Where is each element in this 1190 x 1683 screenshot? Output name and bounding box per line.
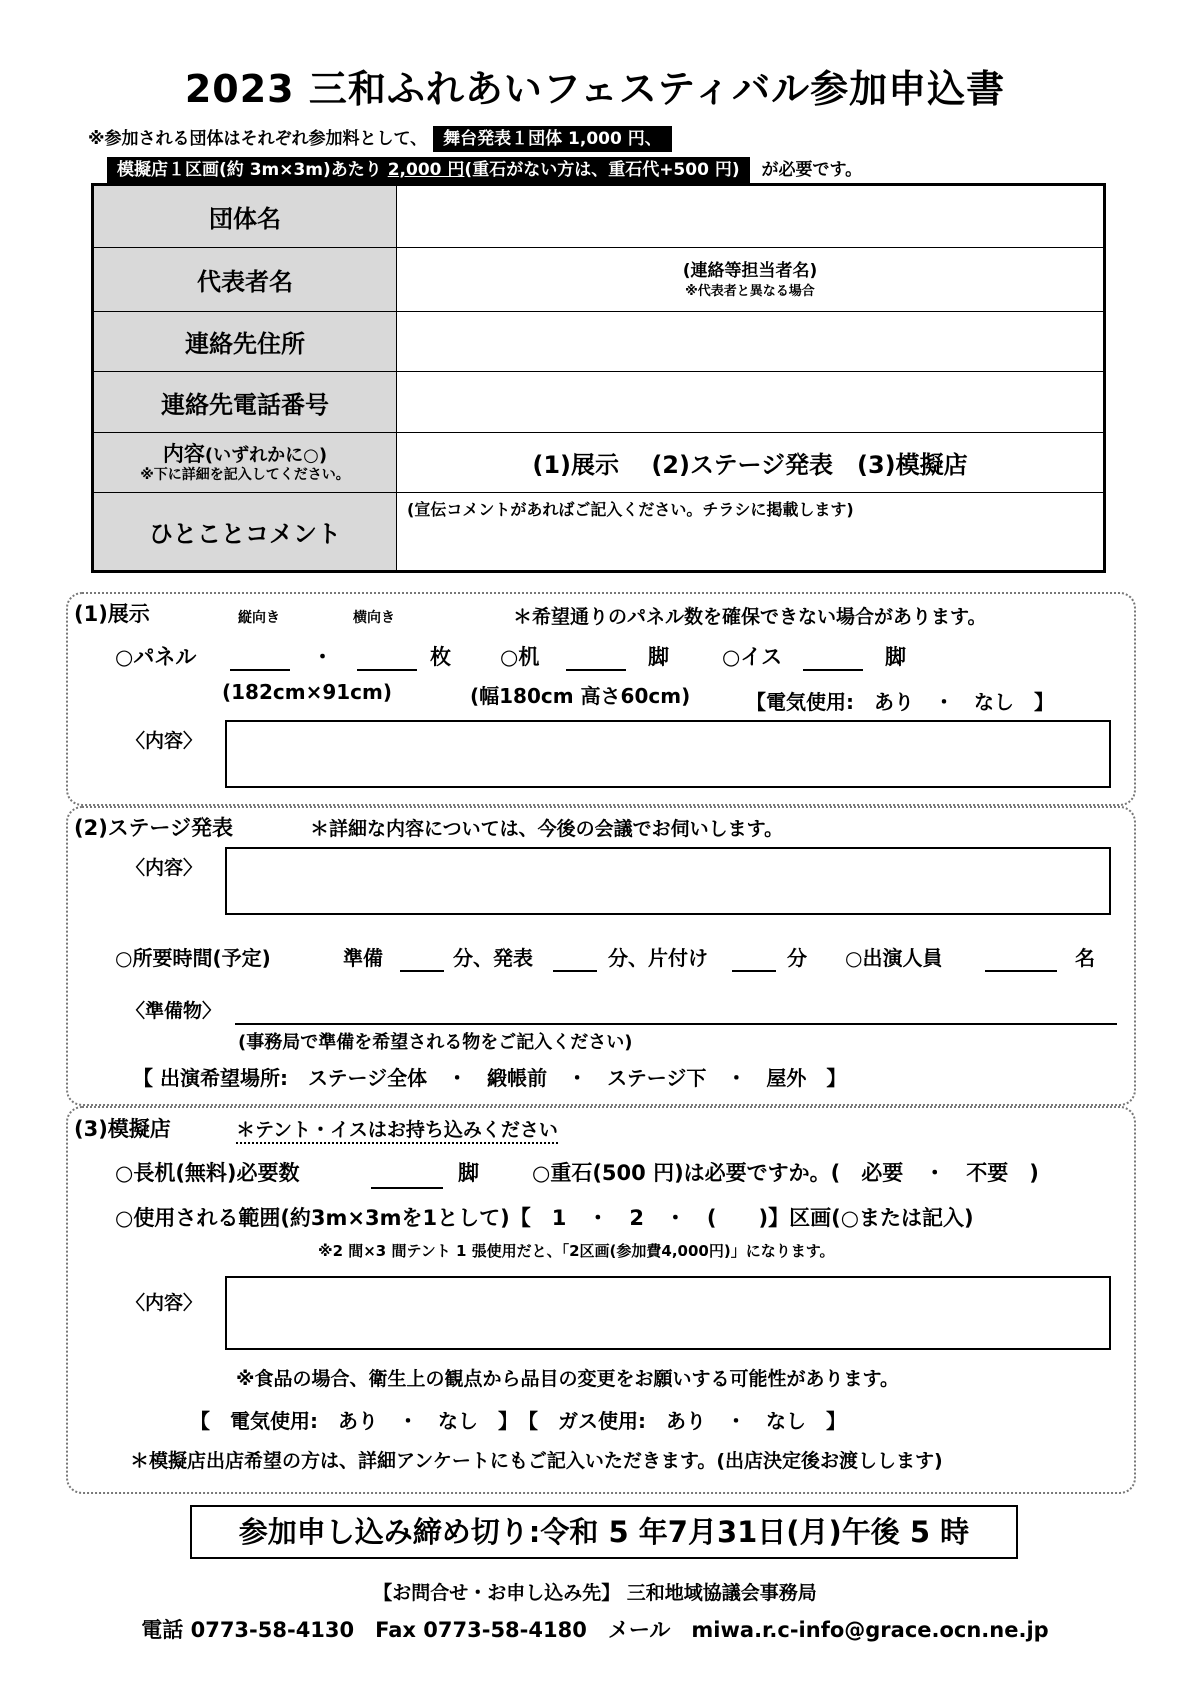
phone-label: 連絡先電話番号 [93, 372, 397, 432]
cleanup-minutes[interactable] [732, 944, 776, 972]
fee-prefix: ※参加される団体はそれぞれ参加料として、 [88, 129, 428, 149]
stall-fee-amount: 2,000 円 [387, 160, 465, 180]
utilities-choice[interactable]: 【 電気使用: あり ・ なし 】 【 ガス使用: あり ・ なし 】 [190, 1409, 846, 1433]
long-desk-count[interactable] [371, 1161, 443, 1189]
horizontal-label: 横向き [353, 610, 395, 626]
performance-minutes[interactable] [553, 944, 597, 972]
supplies-field[interactable] [235, 1023, 1117, 1025]
stall-content-box[interactable] [225, 1276, 1111, 1350]
content-label-main: 内容 [162, 442, 205, 467]
stage-note: ＊詳細な内容については、今後の会議でお伺いします。 [310, 818, 784, 840]
contact-person-note: ※代表者と異なる場合 [685, 284, 815, 300]
prep-minutes[interactable] [400, 944, 444, 972]
stage-fee-highlight: 舞台発表１団体 1,000 円、 [433, 126, 672, 152]
stall-fee-highlight [107, 157, 750, 183]
panel-availability-note: ＊希望通りのパネル数を確保できない場合があります。 [513, 606, 987, 628]
survey-note: ＊模擬店出店希望の方は、詳細アンケートにもご記入いただきます。(出店決定後お渡しします) [130, 1450, 943, 1472]
stall-content-label: 〈内容〉 [126, 1292, 203, 1314]
panel-size: (182cm×91cm) [222, 680, 393, 704]
comment-field[interactable] [397, 493, 1105, 572]
long-desk-unit: 脚 [458, 1161, 479, 1185]
stall-fee-text-a: 模擬店１区画(約 3m×3m)あたり [117, 160, 388, 180]
content-label-note: ※下に詳細を記入してください。 [140, 466, 350, 483]
stall-heading: (3)模擬店 [74, 1117, 171, 1141]
performance-label: 分、発表 [453, 946, 533, 970]
desk-size: (幅180cm 高さ60cm) [470, 684, 691, 708]
comment-label: ひとことコメント [93, 493, 397, 572]
contact-details: 電話 0773-58-4130 Fax 0773-58-4180 メール miwa.r.c-info@grace.ocn.ne.jp [141, 1618, 1049, 1642]
desk-label: ○机 [500, 645, 540, 669]
address-label: 連絡先住所 [93, 311, 397, 371]
stall-range-choice[interactable]: ○使用される範囲(約3m×3mを1として)【 1 ・ 2 ・ ( )】区画(○または記入) [115, 1206, 974, 1230]
desk-count[interactable] [566, 643, 626, 671]
exhibit-electric-choice[interactable]: 【電気使用: あり ・ なし 】 [746, 690, 1054, 714]
desk-unit: 脚 [648, 645, 669, 669]
stage-content-label: 〈内容〉 [126, 857, 203, 879]
stall-fee-text-b: (重石がない方は、重石代+500 円) [464, 160, 740, 180]
group-name-field[interactable] [397, 185, 1105, 248]
cleanup-label: 分、片付け [608, 946, 708, 970]
group-name-label: 団体名 [93, 185, 397, 248]
address-field[interactable] [397, 311, 1105, 371]
stage-place-choice[interactable]: 【 出演希望場所: ステージ全体 ・ 緞帳前 ・ ステージ下 ・ 屋外 】 [133, 1066, 847, 1090]
content-label-paren: (いずれかに○) [204, 445, 328, 467]
fee-line-2 [107, 155, 862, 180]
time-label: ○所要時間(予定) [115, 946, 271, 970]
vertical-label: 縦向き [238, 610, 280, 626]
fee-suffix: が必要です。 [761, 160, 863, 180]
fee-line-1 [88, 124, 672, 149]
content-type-label [93, 432, 397, 492]
cleanup-unit: 分 [787, 946, 807, 970]
page-title: 2023 三和ふれあいフェスティバル参加申込書 [184, 67, 1006, 111]
food-note: ※食品の場合、衛生上の観点から品目の変更をお願いする可能性があります。 [236, 1368, 899, 1390]
exhibit-content-box[interactable] [225, 720, 1111, 788]
weight-choice[interactable]: ○重石(500 円)は必要ですか。( 必要 ・ 不要 ) [532, 1161, 1039, 1185]
panel-separator: ・ [312, 645, 333, 669]
stage-content-box[interactable] [225, 847, 1111, 915]
contact-office: 【お問合せ・お申し込み先】 三和地域協議会事務局 [373, 1582, 817, 1604]
exhibit-content-label: 〈内容〉 [126, 730, 203, 752]
representative-field[interactable] [397, 248, 1105, 311]
chair-unit: 脚 [885, 645, 906, 669]
horizontal-panel-count[interactable] [357, 643, 417, 671]
performers-count[interactable] [985, 944, 1057, 972]
panel-label: ○パネル [115, 645, 197, 669]
chair-count[interactable] [803, 643, 863, 671]
exhibit-heading: (1)展示 [74, 602, 150, 626]
panel-unit: 枚 [430, 645, 451, 669]
stage-heading: (2)ステージ発表 [74, 816, 233, 840]
supplies-hint: (事務局で準備を希望される物をご記入ください) [238, 1032, 633, 1053]
phone-field[interactable] [397, 372, 1105, 432]
application-form-table [91, 183, 1106, 573]
deadline-box: 参加申し込み締め切り:令和 5 年7月31日(月)午後 5 時 [190, 1505, 1018, 1559]
content-type-options[interactable]: (1)展示 (2)ステージ発表 (3)模擬店 [397, 432, 1105, 492]
representative-label: 代表者名 [93, 248, 397, 311]
contact-person-label: (連絡等担当者名) [682, 261, 818, 282]
stall-range-note: ※2 間×3 間テント 1 張使用だと、「2区画(参加費4,000円)」になります。 [318, 1242, 835, 1260]
performers-unit: 名 [1075, 946, 1095, 970]
vertical-panel-count[interactable] [230, 643, 290, 671]
prep-label: 準備 [343, 946, 383, 970]
chair-label: ○イス [722, 645, 783, 669]
stall-note: ＊テント・イスはお持ち込みください [236, 1115, 558, 1144]
comment-hint: (宣伝コメントがあればご記入ください。チラシに掲載します) [407, 500, 854, 520]
supplies-label: 〈準備物〉 [126, 1000, 222, 1022]
long-desk-label: ○長机(無料)必要数 [115, 1161, 300, 1185]
performers-label: ○出演人員 [845, 946, 943, 970]
